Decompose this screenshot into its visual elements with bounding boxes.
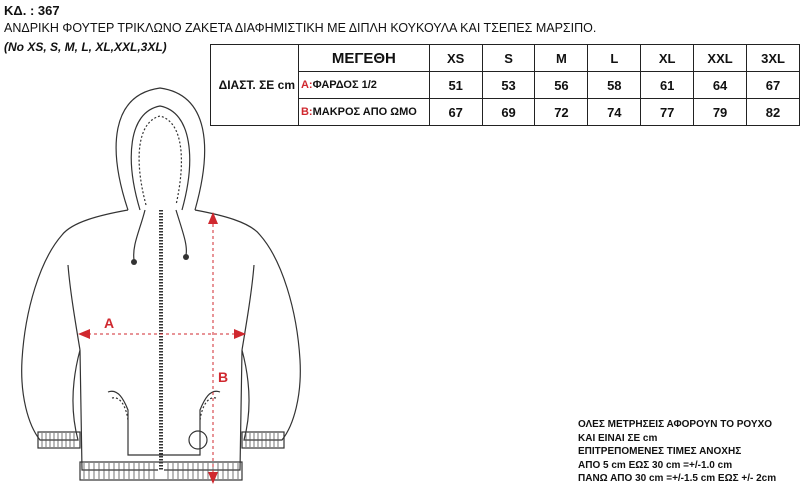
table-cell: 67 [747,72,800,99]
size-header-s: S [482,45,535,72]
label-a: A [104,315,115,331]
table-cell: 61 [641,72,694,99]
row-label-text: ΜΑΚΡΟΣ ΑΠΟ ΩΜΟ [312,106,417,118]
row-label-text: ΦΑΡΔΟΣ 1/2 [312,79,377,91]
available-sizes-note: (No XS, S, M, L, XL,XXL,3XL) [4,40,167,54]
hoodie-technical-drawing [0,75,310,495]
row-letter-b: B: [300,106,313,118]
note-line: ΕΠΙΤΡΕΠΟΜΕΝΕΣ ΤΙΜΕΣ ΑΝΟΧΗΣ [578,446,742,457]
table-cell: 53 [482,72,535,99]
table-cell: 69 [482,99,535,126]
size-header-m: M [535,45,588,72]
label-b: B [218,369,229,385]
size-header-xl: XL [641,45,694,72]
table-cell: 82 [747,99,800,126]
size-header-xxl: XXL [694,45,747,72]
table-cell: 67 [429,99,482,126]
table-cell: 51 [429,72,482,99]
table-cell: 72 [535,99,588,126]
size-header-l: L [588,45,641,72]
size-header-xs: XS [429,45,482,72]
size-header-row [211,45,800,72]
note-line: ΟΛΕΣ ΜΕΤΡΗΣΕΙΣ ΑΦΟΡΟΥΝ ΤΟ ΡΟΥΧΟ [578,419,773,430]
table-cell: 79 [694,99,747,126]
row-label-length [298,99,429,126]
row-label-width [298,72,429,99]
sizes-header-label: ΜΕΓΕΘΗ [298,45,429,72]
table-cell: 77 [641,99,694,126]
dimensions-unit-label: ΔΙΑΣΤ. ΣΕ cm [211,45,299,126]
measurement-notes [578,418,776,486]
row-letter-a: A: [300,79,313,91]
note-line: ΠΑΝΩ ΑΠΟ 30 cm =+/-1.5 cm ΕΩΣ +/- 2cm [578,473,777,484]
note-line: ΑΠΟ 5 cm ΕΩΣ 30 cm =+/-1.0 cm [578,459,733,471]
table-cell: 58 [588,72,641,99]
size-header-3xl: 3XL [747,45,800,72]
note-line: ΚΑΙ ΕΙΝΑΙ ΣΕ cm [578,432,658,444]
table-cell: 56 [535,72,588,99]
length-measurement-arrow [208,212,218,484]
product-description: ΑΝΔΡΙΚΗ ΦΟΥΤΕΡ ΤΡΙΚΛΩΝΟ ΖΑΚΕΤΑ ΔΙΑΦΗΜΙΣΤΙΚΗ ΜΕ ΔΙΠΛΗ ΚΟΥΚΟΥΛΑ ΚΑΙ ΤΣΕΠΕΣ ΜΑΡΣΙΠΟ. [4,21,597,35]
table-cell: 64 [694,72,747,99]
product-code: ΚΔ. : 367 [4,3,60,18]
table-cell: 74 [588,99,641,126]
